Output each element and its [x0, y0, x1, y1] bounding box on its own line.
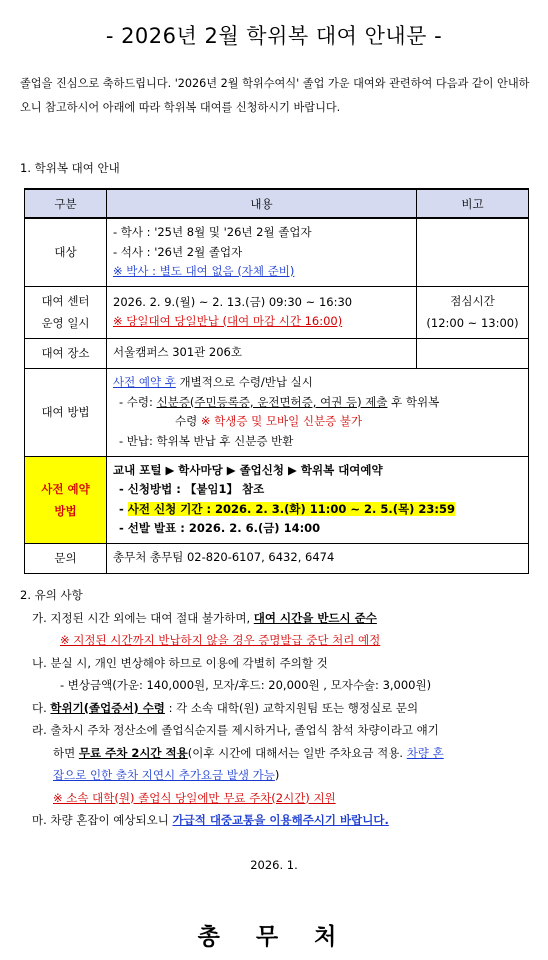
note-da [20, 697, 540, 720]
method-line3 [113, 412, 522, 432]
prebook-path: 교내 포털 ▶ 학사마당 ▶ 졸업신청 ▶ 학위복 대여예약 [113, 462, 383, 477]
table-header-row [25, 189, 529, 218]
note-ra-line1: 라. 출차시 주차 정산소에 졸업식순지를 제시하거나, 졸업식 참석 차량이라고 얘기 [32, 723, 439, 737]
issue-date: 2026. 1. [250, 858, 298, 872]
method-id-requirement: 신분증(주민등록증, 운전면허증, 여권 등) 제출 [156, 394, 388, 409]
center-label-line1: 대여 센터 [41, 294, 90, 308]
contact-value: 총무처 총무팀 02-820-6107, 6432, 6474 [107, 543, 529, 573]
target-bachelor: - 학사 : '25년 8월 및 '26년 2월 졸업자 [113, 225, 312, 239]
issuing-organization: 총 무 처 [197, 923, 351, 950]
note-ra-free-parking: 무료 주차 2시간 적용 [78, 745, 188, 760]
header-note: 비고 [417, 189, 529, 218]
method-line4: - 반납: 학위복 반납 후 신분증 반환 [119, 433, 294, 448]
method-line2-rest: 후 학위복 [387, 394, 440, 409]
note-ga-text: 가. 지정된 시간 외에는 대여 절대 불가하며, [32, 610, 254, 625]
note-ga-emphasis: 대여 시간을 반드시 준수 [253, 610, 377, 625]
row-center [25, 286, 529, 338]
place-label: 대여 장소 [25, 338, 107, 368]
section1-title: 1. 학위복 대여 안내 [20, 161, 120, 175]
note-ga-warning: ※ 지정된 시간까지 반납하지 않을 경우 증명발급 중단 처리 예정 [60, 633, 381, 647]
center-note [417, 286, 529, 338]
method-line1 [113, 373, 522, 393]
note-na: 나. 분실 시, 개인 변상해야 하므로 이용에 각별히 주의할 것 [32, 655, 328, 670]
note-da-marker: 다. [32, 700, 51, 715]
prebook-apply-method: - 신청방법 : 【붙임1】 참조 [119, 482, 265, 496]
note-ra-line3-close: ) [274, 768, 280, 782]
header-content: 내용 [107, 189, 417, 218]
place-note [417, 338, 529, 368]
row-prebook [25, 456, 529, 543]
note-ra-line2-start: 하면 [53, 745, 79, 760]
center-hours: 2026. 2. 9.(월) ~ 2. 13.(금) 09:30 ~ 16:30 [113, 294, 353, 309]
note-ra-warning: ※ 소속 대학(원) 졸업식 당일에만 무료 주차(2시간) 지원 [53, 790, 336, 805]
row-method [25, 368, 529, 456]
target-master: - 석사 : '26년 2월 졸업자 [113, 244, 243, 259]
note-ra-line3 [20, 764, 540, 787]
note-ra-line2-mid: (이후 시간에 대해서는 일반 주차요금 적용. [187, 745, 407, 760]
contact-label: 문의 [25, 543, 107, 573]
intro-paragraph: 졸업을 진심으로 축하드립니다. '2026년 2월 학위수여식' 졸업 가운 대여와 관련하여 다음과 같이 안내하오니 참고하시어 아래에 따라 학위복 대여를 신청하시기 바랍니다. [20, 77, 530, 114]
note-ma-text: 마. 차량 혼잡이 예상되오니 [32, 813, 173, 827]
prebook-period-text: 사전 신청 기간 : 2026. 2. 3.(화) 11:00 ~ 2. 5.(목) 23:59 [127, 501, 456, 516]
prebook-label-line1: 사전 예약 [41, 481, 90, 496]
target-note [417, 218, 529, 286]
notes-title: 2. 유의 사항 [20, 588, 83, 602]
row-target [25, 218, 529, 286]
prebook-label-line2: 방법 [54, 503, 77, 518]
note-ra-line2 [20, 742, 540, 765]
note-ra-delay-end: 잡으로 인한 출차 지연시 추가요금 발생 가능 [53, 768, 275, 782]
lunch-label: 점심시간 [450, 294, 495, 308]
center-same-day-note: ※ 당일대여 당일반납 (대여 마감 시간 16:00) [113, 314, 343, 328]
note-ga [20, 607, 540, 630]
prebook-label [25, 456, 107, 543]
row-contact [25, 543, 529, 573]
method-line3-start: 수령 [175, 414, 201, 428]
prebook-content [107, 456, 529, 543]
header-category: 구분 [25, 189, 107, 218]
note-ma [20, 809, 540, 832]
center-label [25, 286, 107, 338]
target-doctor-note: ※ 박사 : 별도 대여 없음 (자체 준비) [113, 264, 295, 278]
method-content [107, 368, 529, 456]
lunch-time: (12:00 ~ 13:00) [426, 316, 519, 330]
note-ra-delay-start: 차량 혼 [406, 745, 444, 760]
notes-section [20, 584, 540, 832]
prebook-link[interactable]: 사전 예약 후 [113, 375, 176, 389]
center-label-line2: 운영 일시 [41, 316, 90, 330]
note-na-sub: - 변상금액(가운: 140,000원, 모자/후드: 20,000원 , 모자수술: 3,000원) [60, 678, 432, 692]
note-ma-emphasis: 가급적 대중교통을 이용해주시기 바랍니다. [172, 813, 389, 827]
note-da-text: : 각 소속 대학(원) 교학지원팀 또는 행정실로 문의 [164, 700, 419, 715]
rental-info-table [24, 188, 529, 574]
page-title: - 2026년 2월 학위복 대여 안내문 - [105, 24, 443, 48]
row-place [25, 338, 529, 368]
target-content [107, 218, 417, 286]
method-line1-rest: 개별적으로 수령/반납 실시 [175, 375, 313, 389]
method-label: 대여 방법 [25, 368, 107, 456]
method-id-exclusion-note: ※ 학생증 및 모바일 신분증 불가 [200, 414, 363, 428]
note-da-emphasis: 학위기(졸업증서) 수령 [50, 700, 165, 715]
prebook-period-dash: - [119, 501, 128, 516]
prebook-period [113, 500, 522, 520]
method-receive-label: - 수령: [119, 394, 157, 409]
target-label: 대상 [25, 218, 107, 286]
prebook-announcement: - 선발 발표 : 2026. 2. 6.(금) 14:00 [119, 521, 321, 535]
center-content [107, 286, 417, 338]
method-line2 [113, 393, 522, 413]
place-value: 서울캠퍼스 301관 206호 [107, 338, 417, 368]
